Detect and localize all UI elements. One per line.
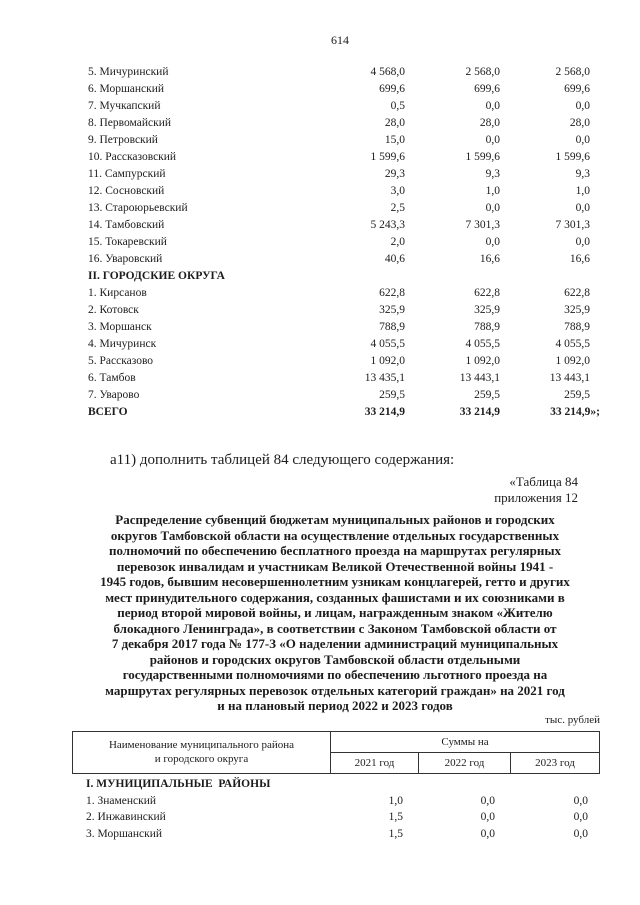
table-row (86, 809, 588, 826)
row-name: 1. Знаменский (86, 794, 157, 807)
amount-2022: 7 301,3 (465, 219, 500, 231)
amount-2021: 2,0 (390, 236, 405, 248)
total-row (88, 404, 600, 421)
total-label: ВСЕГО (88, 406, 128, 418)
amount-2022: 259,5 (474, 389, 500, 401)
title-line: государственными полномочиями по обеспечению льготного проезда на (122, 667, 548, 682)
table-row (88, 353, 600, 370)
new-table-body (86, 776, 588, 842)
table-reference-line1: «Таблица 84 (509, 474, 578, 489)
amount-2023: 16,6 (569, 253, 590, 265)
amount-2023: 9,3 (575, 168, 590, 180)
header-sums-cell: Суммы на (331, 732, 599, 753)
row-name: 14. Тамбовский (88, 219, 165, 231)
amount-2023: 4 055,5 (555, 338, 590, 350)
row-name: 6. Тамбов (88, 372, 136, 384)
title-line: блокадного Ленинграда», в соответствии с Законом Тамбовской области от (113, 620, 557, 636)
table-row (86, 826, 588, 843)
amount-2023: 7 301,3 (555, 219, 590, 231)
amount-2022: 0,0 (480, 811, 495, 823)
amount-2021: 5 243,3 (370, 219, 405, 231)
title-line: маршрутах регулярных перевозок отдельных категорий граждан» на 2021 год (105, 682, 565, 698)
amount-2023: 325,9 (564, 304, 590, 316)
amount-2021: 4 055,5 (370, 338, 405, 350)
header-year-2022: 2022 год (419, 753, 511, 773)
total-2021: 33 214,9 (364, 406, 405, 418)
title-line: и на плановый период 2022 и 2023 годов (217, 698, 453, 713)
amount-2021: 4 568,0 (370, 66, 405, 78)
row-name: 5. Рассказово (88, 355, 154, 367)
amount-2021: 1 092,0 (370, 355, 405, 367)
section-heading-districts: I. МУНИЦИПАЛЬНЫЕ РАЙОНЫ (86, 778, 271, 790)
table-row (88, 132, 600, 149)
table-row (88, 336, 600, 353)
table-row (88, 251, 600, 268)
amount-2023: 28,0 (569, 117, 590, 129)
urban-rows (88, 285, 600, 404)
title-line: 7 декабря 2017 года № 177-З «О наделении администраций муниципальных (111, 636, 559, 651)
district-rows (86, 793, 588, 843)
section-heading-urban: II. ГОРОДСКИЕ ОКРУГА (88, 270, 225, 282)
row-name: 6. Моршанский (88, 83, 165, 95)
table-reference-line2: приложения 12 (494, 490, 578, 505)
row-name: 13. Староюрьевский (88, 202, 188, 214)
row-name: 10. Рассказовский (88, 151, 177, 163)
header-year-2021: 2021 год (331, 753, 419, 773)
table-row (88, 166, 600, 183)
row-name: 7. Уварово (88, 389, 140, 401)
row-name: 3. Моршанский (86, 827, 163, 840)
row-name: 8. Первомайский (88, 117, 171, 129)
row-name: 5. Мичуринский (88, 66, 169, 78)
amount-2022: 1 599,6 (465, 151, 500, 163)
row-name: 15. Токаревский (88, 236, 167, 248)
row-name: 11. Сампурский (88, 168, 166, 180)
title-line: полномочий по обеспечению бесплатного проезда на маршрутах регулярных (108, 543, 562, 558)
row-name: 4. Мичуринск (88, 338, 157, 350)
row-name: 2. Инжавинский (86, 811, 166, 823)
amount-2021: 699,6 (379, 83, 405, 95)
amount-2021: 2,5 (390, 202, 405, 214)
amount-2022: 788,9 (474, 321, 500, 333)
amount-2023: 1,0 (575, 185, 590, 197)
table-row (88, 183, 600, 200)
title-line: период второй мировой войны, и лицам, награжденным знаком «Жителю (117, 605, 553, 620)
row-name: 9. Петровский (88, 134, 158, 146)
amount-2021: 788,9 (379, 321, 405, 333)
amount-2021: 13 435,1 (364, 372, 405, 384)
amount-2023: 0,0 (573, 811, 588, 823)
amount-2022: 0,0 (485, 100, 500, 112)
amount-2023: 699,6 (564, 83, 590, 95)
amount-2022: 1 092,0 (465, 355, 500, 367)
amount-2021: 622,8 (379, 287, 405, 299)
table-row (88, 387, 600, 404)
amount-2023: 13 443,1 (549, 372, 590, 384)
amount-2023: 788,9 (564, 321, 590, 333)
table-title (50, 512, 620, 714)
amount-2022: 4 055,5 (465, 338, 500, 350)
total-2022: 33 214,9 (459, 406, 500, 418)
amount-2022: 9,3 (485, 168, 500, 180)
row-name: 12. Сосновский (88, 185, 165, 197)
table-row (88, 64, 600, 81)
title-line: Распределение субвенций бюджетам муниципальных районов и городских (115, 512, 555, 527)
amount-2021: 259,5 (379, 389, 405, 401)
continuation-table (88, 64, 600, 421)
table-row (88, 285, 600, 302)
amount-2023: 0,0 (573, 827, 588, 840)
amount-2023: 259,5 (564, 389, 590, 401)
header-name-cell (73, 732, 331, 773)
amount-2023: 0,0 (573, 794, 588, 807)
row-name: 1. Кирсанов (88, 287, 147, 299)
amount-2023: 1 599,6 (555, 151, 590, 163)
amount-2023: 0,0 (575, 134, 590, 146)
unit-label: тыс. рублей (545, 714, 600, 726)
amount-2021: 0,5 (390, 100, 405, 112)
table-row (88, 81, 600, 98)
amount-2022: 0,0 (485, 236, 500, 248)
amendment-text: а11) дополнить таблицей 84 следующего содержания: (110, 452, 455, 468)
table-reference (494, 474, 578, 506)
table-header (72, 731, 600, 774)
amount-2022: 0,0 (485, 134, 500, 146)
table-row (88, 115, 600, 132)
amount-2023: 0,0 (575, 236, 590, 248)
header-name-line1: Наименование муниципального района (108, 739, 295, 751)
amount-2022: 325,9 (474, 304, 500, 316)
table-row (88, 200, 600, 217)
row-name: 7. Мучкапский (88, 100, 161, 112)
amount-2021: 325,9 (379, 304, 405, 316)
table-row (88, 149, 600, 166)
amount-2022: 0,0 (480, 794, 495, 807)
amount-2021: 15,0 (384, 134, 405, 146)
amount-2022: 622,8 (474, 287, 500, 299)
table-row (86, 793, 588, 810)
row-name: 2. Котовск (88, 304, 139, 316)
amount-2021: 29,3 (384, 168, 405, 180)
amount-2021: 40,6 (384, 253, 405, 265)
amount-2021: 1,5 (388, 827, 403, 840)
title-line: мест принудительного содержания, созданных фашистами и их союзниками в (105, 589, 565, 605)
table-row (88, 319, 600, 336)
amount-2022: 699,6 (474, 83, 500, 95)
amount-2021: 1 599,6 (370, 151, 405, 163)
amount-2022: 16,6 (479, 253, 500, 265)
amount-2023: 0,0 (575, 202, 590, 214)
amount-2021: 3,0 (390, 185, 405, 197)
amount-2023: 622,8 (564, 287, 590, 299)
table-row (88, 370, 600, 387)
district-rows (88, 64, 600, 268)
page-number: 614 (331, 33, 349, 47)
amount-2023: 1 092,0 (555, 355, 590, 367)
amount-2022: 0,0 (480, 827, 495, 840)
table-row (88, 302, 600, 319)
table-row (88, 234, 600, 251)
amount-2021: 28,0 (384, 117, 405, 129)
amount-2022: 13 443,1 (459, 372, 500, 384)
amount-2023: 0,0 (575, 100, 590, 112)
amount-2022: 1,0 (485, 185, 500, 197)
amount-2021: 1,5 (388, 811, 403, 823)
amount-2022: 2 568,0 (465, 66, 500, 78)
title-line: 1945 годов, бывшим несовершеннолетним узникам концлагерей, гетто и других (100, 574, 570, 589)
header-name-line2: и городского округа (154, 753, 249, 765)
title-line: округов Тамбовской области на осуществление отдельных государственных (110, 527, 560, 543)
title-line: районов и городских округов Тамбовской области отдельными (149, 651, 521, 667)
amount-2022: 0,0 (485, 202, 500, 214)
table-row (88, 217, 600, 234)
header-year-2023: 2023 год (535, 757, 575, 769)
table-row (88, 98, 600, 115)
amount-2023: 2 568,0 (555, 66, 590, 78)
total-2023: 33 214,9»; (550, 406, 600, 418)
row-name: 16. Уваровский (88, 253, 163, 265)
amount-2021: 1,0 (388, 794, 403, 807)
title-line: перевозок инвалидам и участникам Великой Отечественной войны 1941 - (116, 558, 554, 574)
row-name: 3. Моршанск (88, 321, 152, 333)
amount-2022: 28,0 (479, 117, 500, 129)
